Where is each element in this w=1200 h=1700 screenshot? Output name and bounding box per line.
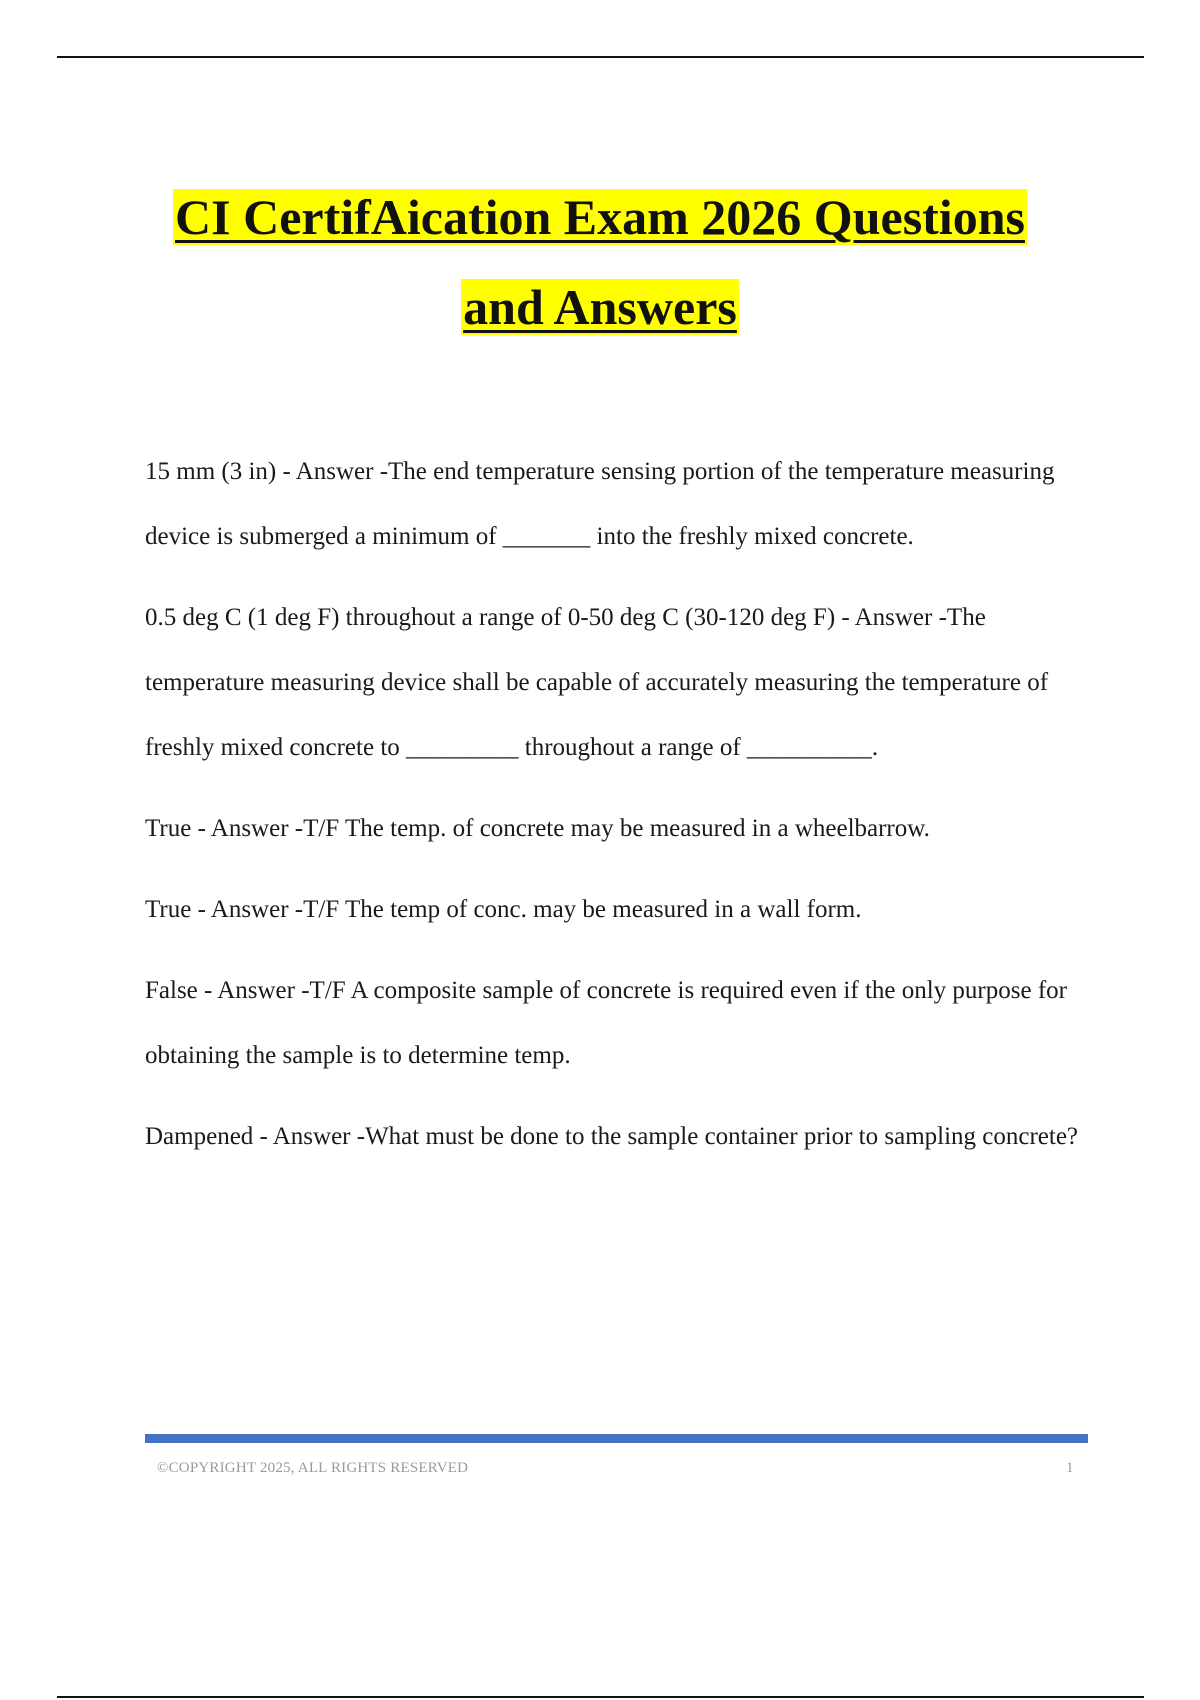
title-line-1: CI CertifAication Exam 2026 Questions xyxy=(175,189,1025,245)
footer-copyright: ©COPYRIGHT 2025, ALL RIGHTS RESERVED xyxy=(157,1460,469,1476)
bottom-rule xyxy=(57,1696,1144,1698)
qa-item: 0.5 deg C (1 deg F) throughout a range of 0-50 deg C (30-120 deg F) - Answer -The temperature measuring device shall be capable of accurately measuring the temperature of freshly mixed concrete to _________ throughout a range of __________. xyxy=(145,604,1049,761)
page-number: 1 xyxy=(1066,1460,1074,1476)
qa-item: 15 mm (3 in) - Answer -The end temperature sensing portion of the temperature measuring device is submerged a minimum of _______ into the freshly mixed concrete. xyxy=(145,458,1055,550)
qa-item: Dampened - Answer -What must be done to the sample container prior to sampling concrete? xyxy=(145,1123,1079,1150)
title-line-2: and Answers xyxy=(463,279,737,335)
qa-item: False - Answer -T/F A composite sample of concrete is required even if the only purpose for obtaining the sample is to determine temp. xyxy=(145,977,1067,1069)
qa-item: True - Answer -T/F The temp of conc. may be measured in a wall form. xyxy=(145,896,862,923)
footer-divider xyxy=(145,1434,1088,1443)
top-rule xyxy=(57,56,1144,58)
qa-list xyxy=(145,439,1090,1185)
document-title xyxy=(100,172,1100,352)
qa-item: True - Answer -T/F The temp. of concrete may be measured in a wheelbarrow. xyxy=(145,815,930,842)
